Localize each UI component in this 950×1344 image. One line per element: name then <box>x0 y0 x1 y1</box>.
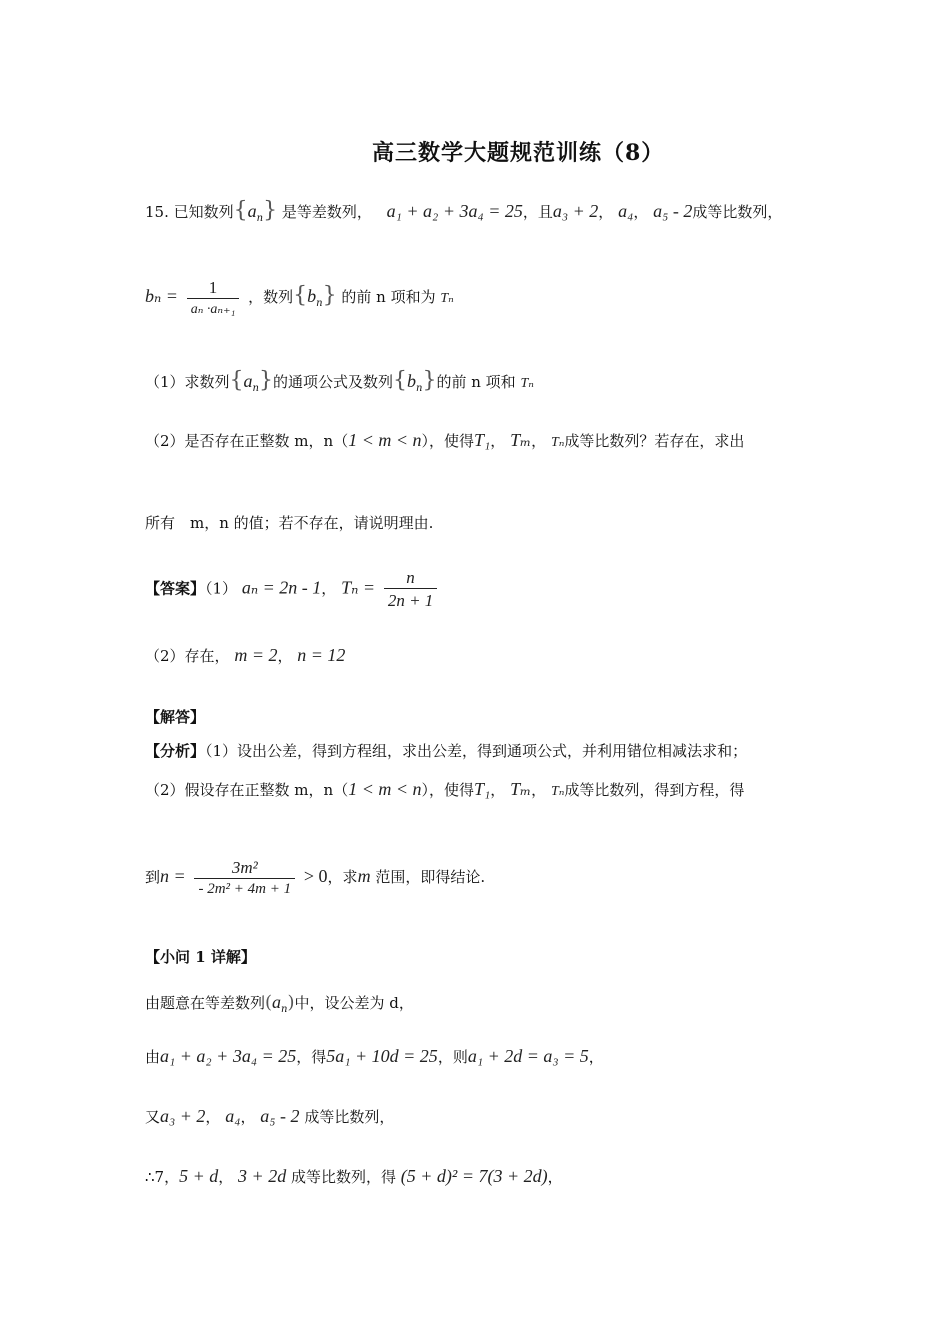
eq-sum: a₁ + a₂ + 3a₄ = 25 <box>386 201 523 221</box>
tn-fraction: $\frac{n}{2n + 1}$ <box>384 568 437 611</box>
page-title: 高三数学大题规范训练（8） <box>372 140 665 166</box>
step-1: 由题意在等差数列$(a_n)$中，设公差为 d， <box>145 992 414 1015</box>
problem-number-text: 15. 已知数列 <box>145 203 234 221</box>
m-value: m = 2 <box>234 645 278 665</box>
term-a3: a₃ + 2 <box>552 201 599 221</box>
question-1: （1）求数列$\{a_n\}$的通项公式及数列$\{b_n\}$的前 n 项和 Tₙ <box>145 368 534 394</box>
term-a5: a₅ - 2 <box>653 201 693 221</box>
n-value: n = 12 <box>297 645 346 665</box>
an-formula: aₙ = 2n - 1 <box>241 577 322 598</box>
n-fraction: $\frac{\text{3m²}}{\text{- 2m² + 4m + 1}}$ <box>194 858 295 898</box>
problem-line-1: 15. 已知数列$\{a_n\}$ 是等差数列， a₁ + a₂ + 3a₄ = 25，且a₃ + 2， a₄， a₅ - 2成等比数列， <box>145 198 783 224</box>
term-a4: a₄ <box>618 201 634 221</box>
answer-line-2: （2）存在， m = 2， n = 12 <box>145 645 346 665</box>
step-4: ∴7，5 + d， 3 + 2d 成等比数列，得 (5 + d)² = 7(3 + 2d)， <box>145 1166 563 1186</box>
question-2-line-2: 所有 m，n 的值；若不存在，请说明理由. <box>145 514 434 532</box>
answer-line-1: 【答案】（1） aₙ = 2n - 1， Tₙ = $\frac{n}{2n + 1}$ <box>145 568 441 611</box>
bn-fraction: $\frac{1}{\text{aₙ ·aₙ₊₁}}$ <box>187 278 240 318</box>
solution-label: 【解答】 <box>145 708 206 726</box>
q2-condition: 1 < m < n <box>348 430 422 450</box>
problem-line-2: bₙ = $\frac{1}{\text{aₙ ·aₙ₊₁}}$ ，数列$\{b_n\}$ 的前 n 项和为 Tₙ <box>145 278 454 317</box>
sub-question-1-label: 【小问 1 详解】 <box>145 948 256 966</box>
step-3: 又a₃ + 2， a₄， a₅ - 2 成等比数列， <box>145 1106 395 1126</box>
step4-equation: (5 + d)² = 7(3 + 2d) <box>400 1166 548 1186</box>
answer-label: 【答案】 <box>145 579 206 598</box>
bn-lhs: bₙ = <box>145 286 178 306</box>
analysis-line-2: （2）假设存在正整数 m，n（1 < m < n），使得T₁， Tₘ， Tₙ成等比数列，得到方程，得 <box>145 779 745 799</box>
seq-a: a <box>247 201 257 221</box>
question-2: （2）是否存在正整数 m，n（1 < m < n），使得T₁， Tₘ， Tₙ成等比数列？若存在，求出 <box>145 430 745 450</box>
analysis-line-1: 【分析】（1）设出公差，得到方程组，求出公差，得到通项公式，并利用错位相减法求和； <box>145 742 748 760</box>
analysis-line-3: 到n = $\frac{\text{3m²}}{\text{- 2m² + 4m + 1}}$ > 0，求m 范围，即得结论. <box>145 858 486 897</box>
step-2: 由a₁ + a₂ + 3a₄ = 25，得5a₁ + 10d = 25，则a₁ + 2d = a₃ = 5， <box>145 1046 604 1066</box>
